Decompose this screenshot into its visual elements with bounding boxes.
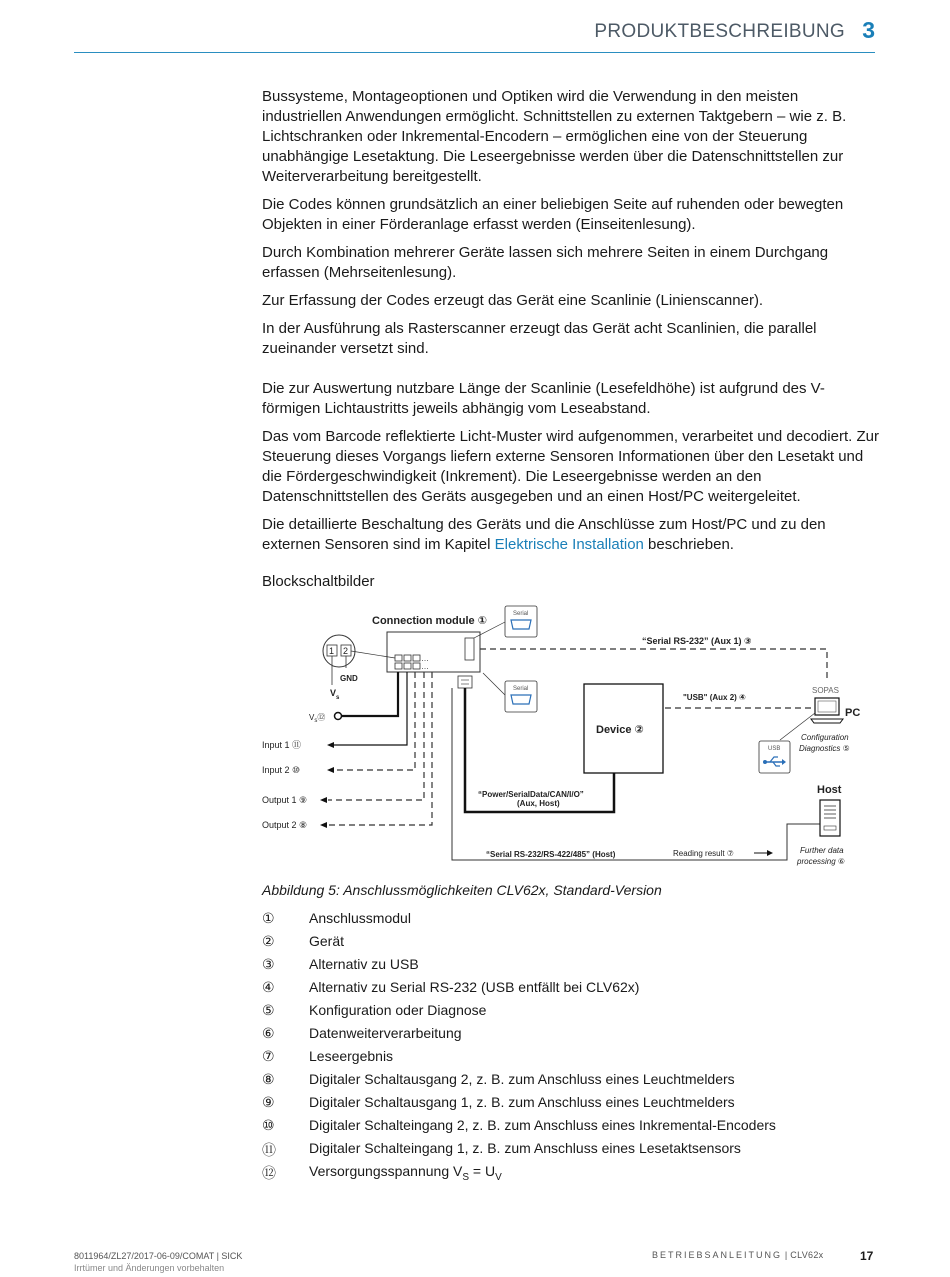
gnd-label: GND	[340, 674, 358, 683]
page-header	[74, 18, 875, 53]
further-label-2: processing ⑥	[797, 857, 846, 866]
paragraph: Das vom Barcode reflektierte Licht-Muster wird aufgenommen, verarbeitet und decodiert. Zur Steuerung dieses Vorgangs liefern externe Sensoren Informationen über den Lesetakt und die Fördergeschwindigkeit (Inkrement). Die Leseergebnisse werden an den Datenschnittstellen des Geräts ausgegeben und an einen Host/PC weitergeleitet.	[262, 428, 879, 505]
svg-text:…: …	[421, 662, 429, 671]
pin-1: 1	[329, 646, 335, 656]
serial-tag: Serial	[513, 611, 529, 617]
pc-label: PC	[845, 707, 861, 719]
page-number: 17	[860, 1249, 874, 1263]
legend-item: ③ Alternativ zu USB	[262, 956, 419, 972]
footer-doc-id: 8011964/ZL27/2017-06-09/COMAT | SICK	[74, 1251, 243, 1261]
serial-port-icon	[505, 681, 537, 712]
input1-label: Input 1 ⑪	[262, 740, 302, 750]
serial-port-icon	[505, 606, 537, 637]
input2-line	[332, 672, 415, 770]
output2-label: Output 2 ⑧	[262, 820, 308, 830]
legend-item: ⑧ Digitaler Schaltausgang 2, z. B. zum Anschluss eines Leuchtmelders	[262, 1071, 735, 1087]
usb-icon	[759, 741, 790, 773]
legend-item: ② Gerät	[262, 933, 345, 949]
host-server-icon	[820, 800, 840, 836]
chapter-number: 3	[862, 17, 875, 43]
host-label: Host	[817, 784, 842, 796]
input2-label: Input 2 ⑩	[262, 765, 301, 775]
body-text	[262, 87, 882, 563]
config-label-1: Configuration	[801, 733, 849, 742]
vs-label: $V_s$	[330, 688, 340, 701]
paragraph-text: Die detaillierte Beschaltung des Geräts und die Anschlüsse zum Host/PC und zu den externen Sensoren sind im Kapitel	[262, 516, 826, 553]
footer-left	[74, 1250, 242, 1274]
block-diagram	[262, 600, 872, 872]
paragraph: Die Codes können grundsätzlich an einer beliebigen Seite auf ruhenden oder bewegten Objekten in einer Förderanlage erfasst werden (Einseitenlesung).	[262, 196, 844, 233]
device-label: Device ②	[596, 724, 644, 736]
footer-disclaimer: Irrtümer und Änderungen vorbehalten	[74, 1263, 225, 1273]
pc-icon	[811, 698, 843, 723]
legend-item: ⑥ Datenweiterverarbeitung	[262, 1025, 462, 1041]
output2-line	[328, 672, 432, 825]
legend-item: ⑤ Konfiguration oder Diagnose	[262, 1002, 487, 1018]
usb-aux2-label: "USB" (Aux 2) ④	[683, 693, 746, 702]
legend-item: ⑦ Leseergebnis	[262, 1048, 394, 1064]
serial-host-label: “Serial RS-232/RS-422/485” (Host)	[486, 850, 616, 859]
legend-item: ⑨ Digitaler Schaltausgang 1, z. B. zum Anschluss eines Leuchtmelders	[262, 1094, 735, 1110]
footer-center	[652, 1250, 823, 1260]
section-title: Blockschaltbilder	[262, 573, 375, 590]
vs12-label: $V_s⑫$	[309, 713, 326, 724]
paragraph: Zur Erfassung der Codes erzeugt das Gerät eine Scanlinie (Linienscanner).	[262, 292, 764, 309]
paragraph: Bussysteme, Montageoptionen und Optiken wird die Verwendung in den meisten industriellen Anwendungen ermöglicht. Schnittstellen zu externen Taktgebern – wie z. B. Lichtschranken oder Inkremental-Encodern – ermöglichen eine von der Steuerung unabhängige Lesetaktung. Die Leseergebnisse werden über die Datenschnittstellen zur Weiterverarbeitung bereitgestellt.	[262, 88, 847, 185]
paragraph-text: beschrieben.	[643, 536, 734, 553]
link-elektrische-installation[interactable]: Elektrische Installation	[494, 536, 644, 553]
legend-item: ⑪ Digitaler Schalteingang 1, z. B. zum Anschluss eines Lesetaktsensors	[262, 1140, 741, 1158]
paragraph: Die zur Auswertung nutzbare Länge der Scanlinie (Lesefeldhöhe) ist aufgrund des V-förmigen Lichtaustritts jeweils abhängig vom Leseabstand.	[262, 380, 825, 417]
footer-product: | CLV62x	[782, 1250, 824, 1260]
output1-label: Output 1 ⑨	[262, 795, 308, 805]
sopas-label: SOPAS	[812, 686, 839, 695]
power-label-1: “Power/SerialData/CAN/I/O”	[478, 790, 584, 799]
serial-aux1-label: “Serial RS-232” (Aux 1) ③	[642, 636, 752, 646]
paragraph-with-link	[262, 515, 882, 555]
legend-item: ⑫ Versorgungsspannung $V_S = U_V$	[262, 1163, 502, 1183]
chapter-title: PRODUKTBESCHREIBUNG	[594, 21, 845, 42]
paragraph: In der Ausführung als Rasterscanner erzeugt das Gerät acht Scanlinien, die parallel zueinander versetzt sind.	[262, 320, 817, 357]
usb-tag: USB	[768, 746, 781, 752]
footer-manual-label: BETRIEBSANLEITUNG	[652, 1250, 783, 1260]
module-plug	[458, 676, 472, 688]
figure-legend	[262, 908, 872, 1184]
output1-line	[328, 672, 424, 800]
figure-caption: Abbildung 5: Anschlussmöglichkeiten CLV62x, Standard-Version	[262, 882, 662, 898]
legend-item: ① Anschlussmodul	[262, 910, 411, 926]
power-label-2: (Aux, Host)	[517, 799, 560, 808]
further-label-1: Further data	[800, 846, 844, 855]
pin-2: 2	[343, 646, 349, 656]
reading-result-label: Reading result ⑦	[673, 849, 734, 858]
legend-item: ④ Alternativ zu Serial RS-232 (USB entfällt bei CLV62x)	[262, 979, 640, 995]
paragraph: Durch Kombination mehrerer Geräte lassen sich mehrere Seiten in einem Durchgang erfassen (Mehrseitenlesung).	[262, 244, 829, 281]
serial-tag: Serial	[513, 686, 529, 692]
legend-item: ⑩ Digitaler Schalteingang 2, z. B. zum Anschluss eines Inkremental-Encoders	[262, 1117, 776, 1133]
config-label-2: Diagnostics ⑤	[799, 744, 850, 753]
connection-module-label: Connection module ①	[372, 615, 488, 627]
serial-connector	[465, 638, 474, 660]
svg-text:…: …	[421, 654, 429, 663]
serial-aux1-line	[480, 649, 827, 680]
